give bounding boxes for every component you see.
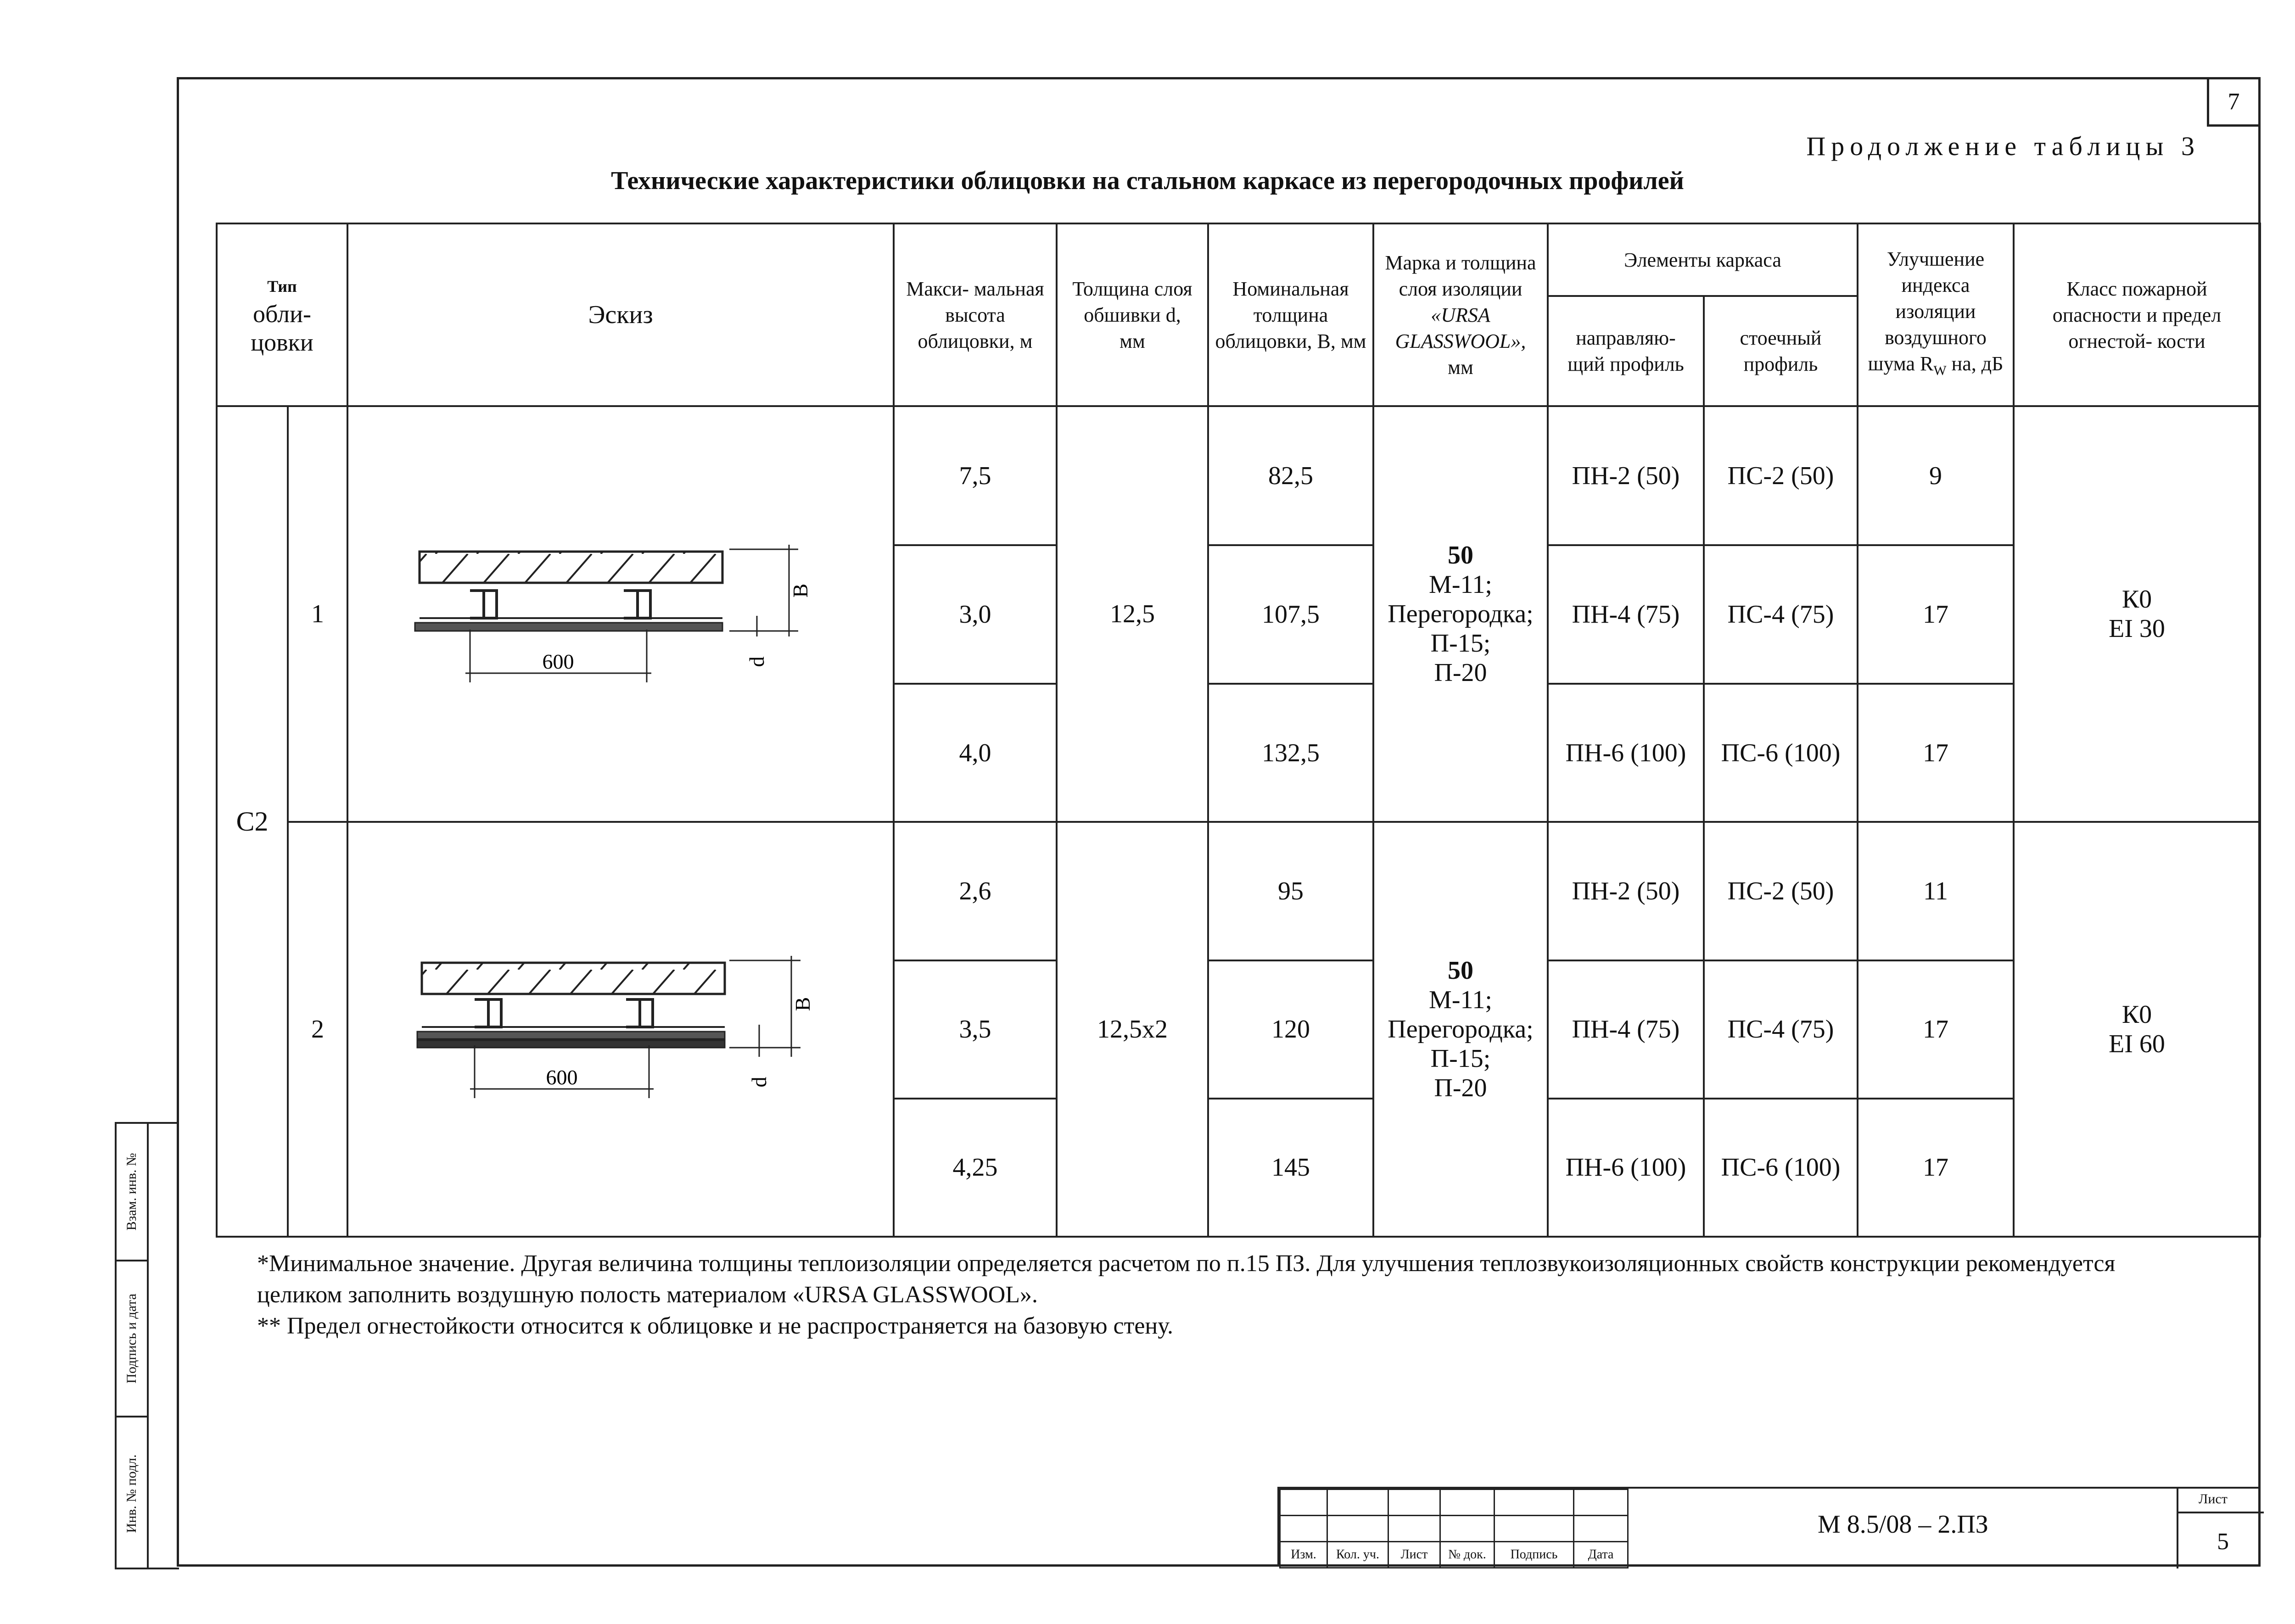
- thickness-cell: 12,5: [1057, 406, 1208, 822]
- header-type: [217, 223, 347, 406]
- guide-cell: ПН-6 (100): [1548, 1099, 1704, 1237]
- stamp-sheet-line: [2177, 1512, 2264, 1513]
- stamp-col-count: Кол. уч.: [1327, 1542, 1388, 1568]
- sheet-number: 5: [2217, 1529, 2229, 1555]
- header-insulation-b: «URSA GLASSWOOL»,: [1395, 303, 1526, 352]
- stamp-col-date: Дата: [1574, 1542, 1628, 1568]
- side-cell-replacement: [117, 1124, 147, 1261]
- height-cell: 4,0: [894, 684, 1057, 822]
- stamp-col-signature: Подпись: [1495, 1542, 1574, 1568]
- base-wall: [422, 963, 725, 994]
- insulation-grade: П-15;: [1430, 629, 1491, 658]
- insulation-grade: М-11;: [1429, 570, 1492, 599]
- thickness-cell: 12,5х2: [1057, 822, 1208, 1237]
- stud-cell: ПС-2 (50): [1704, 406, 1858, 545]
- insulation-grade: Перегородка;: [1388, 1015, 1534, 1044]
- dim-b-label: В: [791, 997, 814, 1011]
- dim-d-label: d: [747, 1077, 771, 1088]
- header-type-small: Тип: [267, 277, 297, 296]
- noise-cell: 17: [1858, 1099, 2014, 1237]
- fire-cell: [2014, 822, 2260, 1237]
- height-cell: 3,5: [894, 960, 1057, 1099]
- header-insulation-a: Марка и толщина слоя изоляции: [1385, 251, 1536, 300]
- cladding-sketch-2: [348, 823, 895, 1229]
- guide-cell: ПН-2 (50): [1548, 406, 1704, 545]
- lining-sheet-outer: [417, 1040, 725, 1048]
- fire-class: К0: [2121, 1000, 2152, 1029]
- header-insulation-c: мм: [1448, 356, 1473, 379]
- side-stamp: [115, 1122, 179, 1569]
- base-wall: [420, 552, 722, 583]
- stud-profile-right: [626, 999, 653, 1027]
- header-fire: Класс пожарной опасности и предел огнестой- кости: [2014, 223, 2260, 406]
- title-block-grid: [1279, 1489, 1629, 1568]
- sheet-label: Лист: [2199, 1491, 2228, 1507]
- stud-profile-left: [470, 591, 497, 618]
- title-block: [1277, 1487, 2261, 1567]
- cladding-sketch-1: [348, 407, 895, 815]
- footnote-min-value: *Минимальное значение. Другая величина толщины теплоизоляции определяется расчетом по п.15 ПЗ. Для улучшения теплозвукоизоляционных свойств конструкции рекомендуется целиком заполнить воздушную полость материалом «URSA GLASSWOOL».: [257, 1250, 2116, 1308]
- lining-sheet-inner: [417, 1032, 725, 1039]
- stud-cell: ПС-6 (100): [1704, 1099, 1858, 1237]
- noise-cell: 17: [1858, 960, 2014, 1099]
- page-number-box: [2207, 77, 2261, 127]
- sketch-1: [347, 406, 894, 822]
- noise-cell: 9: [1858, 406, 2014, 545]
- header-guide: направляю- щий профиль: [1548, 296, 1704, 406]
- side-divider: [147, 1124, 149, 1569]
- header-noise-text: Улучшение индекса изоляции воздушного шума R: [1868, 248, 1987, 375]
- noise-cell: 11: [1858, 822, 2014, 960]
- insulation-grade: П-20: [1434, 1074, 1487, 1102]
- header-nominal: Номинальная толщина облицовки, В, мм: [1208, 223, 1373, 406]
- header-noise-sub: W: [1933, 363, 1947, 378]
- spec-table: [216, 223, 2261, 1238]
- header-thickness: Толщина слоя обшивки d, мм: [1057, 223, 1208, 406]
- stud-profile-right: [624, 591, 650, 618]
- stamp-sheet-divider: [2177, 1489, 2178, 1568]
- nominal-cell: 95: [1208, 822, 1373, 960]
- fire-class: К0: [2121, 585, 2152, 614]
- nominal-cell: 145: [1208, 1099, 1373, 1237]
- stud-cell: ПС-6 (100): [1704, 684, 1858, 822]
- guide-cell: ПН-2 (50): [1548, 822, 1704, 960]
- height-cell: 2,6: [894, 822, 1057, 960]
- insulation-thickness: 50: [1448, 541, 1473, 569]
- nominal-cell: 132,5: [1208, 684, 1373, 822]
- side-label-signature: Подпись и дата: [124, 1294, 139, 1384]
- stud-cell: ПС-2 (50): [1704, 822, 1858, 960]
- insulation-grade: Перегородка;: [1388, 600, 1534, 628]
- lining-sheet: [415, 623, 722, 631]
- noise-cell: 17: [1858, 545, 2014, 684]
- stamp-col-docno: № док.: [1440, 1542, 1495, 1568]
- noise-cell: 17: [1858, 684, 2014, 822]
- footnotes: [257, 1248, 2185, 1342]
- header-stud: стоечный профиль: [1704, 296, 1858, 406]
- height-cell: 7,5: [894, 406, 1057, 545]
- fire-limit: EI 30: [2109, 614, 2165, 643]
- fire-cell: [2014, 406, 2260, 822]
- insulation-grade: П-20: [1434, 659, 1487, 687]
- sketch-2: [347, 822, 894, 1237]
- variant-number: 2: [288, 822, 347, 1237]
- header-sketch: Эскиз: [347, 223, 894, 406]
- header-insulation: [1373, 223, 1548, 406]
- guide-cell: ПН-6 (100): [1548, 684, 1704, 822]
- footnote-fire-limit: ** Предел огнестойкости относится к облицовке и не распространяется на базовую стену.: [257, 1313, 1174, 1339]
- table-continuation-label: Продолжение таблицы 3: [1806, 131, 2200, 161]
- guide-cell: ПН-4 (75): [1548, 960, 1704, 1099]
- stud-cell: ПС-4 (75): [1704, 545, 1858, 684]
- dim-b-label: В: [789, 583, 812, 598]
- height-cell: 4,25: [894, 1099, 1057, 1237]
- side-cell-inventory: [117, 1418, 147, 1569]
- stud-cell: ПС-4 (75): [1704, 960, 1858, 1099]
- fire-limit: EI 60: [2109, 1030, 2165, 1058]
- stud-profile-left: [475, 999, 501, 1027]
- nominal-cell: 120: [1208, 960, 1373, 1099]
- table-title: Технические характеристики облицовки на стальном каркасе из перегородочных профилей: [611, 167, 1684, 195]
- spacing-dimension: 600: [542, 650, 574, 673]
- nominal-cell: 107,5: [1208, 545, 1373, 684]
- header-frame: Элементы каркаса: [1548, 223, 1858, 296]
- nominal-cell: 82,5: [1208, 406, 1373, 545]
- side-label-inventory: Инв. № подл.: [124, 1454, 139, 1533]
- header-noise: [1858, 223, 2014, 406]
- variant-number: 1: [288, 406, 347, 822]
- page-number: 7: [2228, 89, 2240, 115]
- insulation-cell: [1373, 822, 1548, 1237]
- insulation-cell: [1373, 406, 1548, 822]
- header-noise-tail: на, дБ: [1946, 352, 2004, 375]
- document-code: М 8.5/08 – 2.ПЗ: [1818, 1510, 1988, 1539]
- insulation-grade: П-15;: [1430, 1044, 1491, 1073]
- group-label: С2: [217, 406, 288, 1237]
- insulation-thickness: 50: [1448, 956, 1473, 985]
- dim-d-label: d: [745, 656, 768, 667]
- side-label-replacement: Взам. инв. №: [124, 1153, 139, 1231]
- insulation-grade: М-11;: [1429, 986, 1492, 1014]
- stamp-col-change: Изм.: [1280, 1542, 1327, 1568]
- side-cell-signature: [117, 1261, 147, 1418]
- guide-cell: ПН-4 (75): [1548, 545, 1704, 684]
- header-type-main: обли- цовки: [251, 300, 313, 356]
- stamp-col-sheet: Лист: [1388, 1542, 1440, 1568]
- height-cell: 3,0: [894, 545, 1057, 684]
- header-height: Макси- мальная высота облицовки, м: [894, 223, 1057, 406]
- spacing-dimension: 600: [546, 1066, 578, 1089]
